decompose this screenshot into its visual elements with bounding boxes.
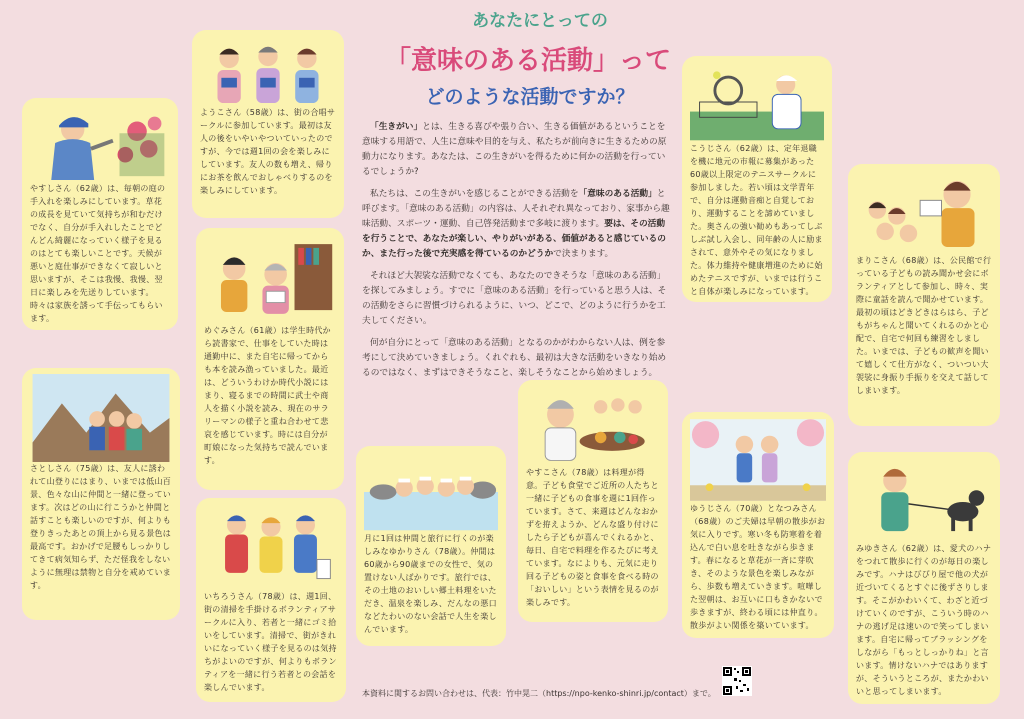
card-ichirou: [196, 498, 346, 702]
card-text-megumi: めぐみさん（61歳）は学生時代から読書家で、仕事をしていた時は通勤中に、また自宅に帰ってからも本を読み漁っていました。最近は、どういうわけか時代小説にはまり、寝るまでの時間に武士や商人を描く小説を読み、現在のサラリーマンの様子と重ね合わせて悲哀を感じています。時には自分が町娘になった気持ちで読んでいます。: [204, 326, 331, 465]
card-text-yasushi: やすしさん（62歳）は、毎朝の庭の手入れを楽しみにしています。草花の成長を見ていて気持ちが和むだけでなく、自分が手入れしたことでどんどん綺麗になっていく様子を見るのはとても楽しいことです。天候が悪いと庭仕事ができなくて寂しいと思いますが、そこは我慢、我慢、翌日に楽しみを先送りしています。時々は家族を誘って手伝ってもらいます。: [30, 184, 166, 323]
card-text-kouji: こうじさん（62歳）は、定年退職を機に地元の市報に募集があった60歳以上限定のテニスサークルに参加しました。若い頃は文学青年で、自分は運動音痴と自覚しており、運動することを諦めていました。奥さんの強い勧めもあってしぶしぶ試し入会し、同年齢の人に励まされて、意外やその気になりました。体力維持や健康増進のために始めたテニスですが、いまでは行うこと自体が楽しみになっています。: [690, 144, 823, 296]
card-text-ichirou: いちろうさん（78歳）は、週1回、街の清掃を手掛けるボランティアサークルに入り、若者と一緒にゴミ拾いをしています。清掃で、街がきれいになっていく様子を見るのは気持ちがよいのですが、何よりもボランティアを一緒に行う若者との会話を楽しんでいます。: [204, 592, 337, 692]
contact-footer: 本資料に関するお問い合わせは、代表：竹中晃二（https://npo-kenko-shinri.jp/contact）まで。: [362, 689, 716, 698]
intro-paragraph-2: [362, 187, 672, 262]
intro-p2-bold2: 要は、その活動を行うことで、あなたが楽しい、やりがいがある、価値があると感じているのか、また行った後で充実感を得ているのかどうか: [362, 219, 666, 259]
intro-text: [362, 120, 672, 388]
card-text-mariko: まりこさん（68歳）は、公民館で行っている子どもの読み聞かせ会にボランティアとして参加し、時々、実際に童話を読んで聞かせています。最初の頃はどきどきはらはら、子どもがちゃんと聞いてくれるのかと心配で、自宅で何回も練習をしました。いまでは、子どもの歓声を聞いて嬉しくて仕方がなく、ついつい大袈裟に身振り手振りを交えて話してしまいます。: [856, 256, 992, 395]
reading-illustration: [204, 234, 336, 324]
card-yasushi: [22, 98, 178, 330]
card-text-yasuko: やすこさん（78歳）は料理が得意。子ども食堂でご近所の人たちと一緒に子どもの食事を週に1回作っています。さて、来週はどんなおかずを拵えようか、どんな盛り付けにしたら子どもが喜んでくれるかと、毎日、自宅で料理を作るたびに考えています。なによりも、元気に走り回る子どもの姿と食事を食べる時の「おいしい」という表情を見るのが楽しみです。: [526, 468, 659, 607]
card-miyuki: [848, 452, 1000, 704]
card-text-youko: ようこさん（58歳）は、街の合唱サークルに参加しています。最初は友人の後をいやいやついていったのですが、今では週1回の会を楽しみにしています。友人の数も増え、帰りにお茶を飲んでおしゃべりするのを楽しみにしています。: [200, 108, 336, 195]
title-line-2: 「意味のある活動」って: [384, 46, 671, 76]
hiking-illustration: [30, 374, 172, 462]
card-text-satoshi: さとしさん（75歳）は、友人に誘われて山登りにはまり、いまでは低山百景、色々な山に仲間と一緒に登っています。次はどの山に行こうかと仲間と話すことも楽しいのですが、何よりも登りきったあとの頂上から見る景色は最高です。おかげで足腰もしっかりしてきて病気知らず、ただ怪我をしないように無理は禁物と自分を戒めています。: [30, 464, 172, 590]
card-text-miyuki: みゆきさん（62歳）は、愛犬のハナをつれて散歩に行くのが毎日の楽しみです。ハナはびびり屋で他の犬が近づいてくるとすぐに後ずさりします。そこがかわいくて、わざと近づけていくのですが、こういう時のハナの逃げ足は速いので笑ってしまいます。自宅に帰ってブラッシングをしながら「もっとしっかりね」と言います。情けないハナではありますが、そういうところが、またかわいいと思ってしまいます。: [856, 544, 992, 696]
card-text-yukari: 月に1回は仲間と旅行に行くのが楽しみなゆかりさん（78歳）。仲間は60歳から90歳までの女性で、気の置けない人ばかりです。旅行では、その土地のおいしい郷土料理をいただき、温泉を楽しみ、だんなの悪口などたわいのない会話で人生を楽しんでいます。: [364, 534, 497, 634]
card-kouji: [682, 56, 832, 302]
intro-p2-a: 私たちは、この生きがいを感じることができる活動を: [370, 189, 579, 199]
choir-illustration: [200, 36, 336, 106]
title-line-1: あなたにとっての: [472, 11, 608, 31]
dog-walk-illustration: [856, 458, 992, 542]
card-yuuji: [682, 412, 834, 638]
card-text-yuuji: ゆうじさん（70歳）となつみさん（68歳）のご夫婦は早朝の散歩がお気に入りです。寒い冬も防寒着を着込んで白い息を吐きながら歩きます。春になると草花が一斉に芽吹き、そのような景色を楽しみながら、歩数も増えていきます。喧嘩した翌朝は、お互いに口もきかないで歩きますが、終わる頃には仲直り。散歩がよい関係を築いています。: [690, 504, 826, 630]
card-mariko: [848, 164, 1000, 426]
intro-paragraph-1: [362, 120, 672, 180]
card-youko: [192, 30, 344, 218]
qr-code-icon[interactable]: [722, 666, 752, 696]
intro-p2-b: と呼びます。「意味のある活動」の内容は、人それぞれ異なっており、家事から趣味活動、スポーツ・運動、自己啓発活動まで多岐に渡ります。: [362, 189, 670, 229]
gardening-illustration: [30, 104, 170, 182]
walking-illustration: [690, 418, 826, 502]
card-yasuko: [518, 380, 668, 622]
intro-p1-text: とは、生きる喜びや張り合い、生きる価値があるということを意味する用語で、人生に意味や目的を与え、私たちが前向きに生きるための原動力になります。あなたは、この生きがいを得るために何かの活動を行っているでしょうか?: [362, 122, 667, 177]
intro-paragraph-4: 何が自分にとって「意味のある活動」となるのかがわからない人は、例を参考にして決めていきましょう。くれぐれも、最初は大きな活動をいきなり始めるのではなく、まずはできそうなこと、楽しそうなことから始めましょう。: [362, 338, 667, 378]
onsen-illustration: [364, 452, 498, 532]
cooking-illustration: [526, 386, 660, 466]
storytelling-illustration: [856, 170, 992, 254]
card-satoshi: [22, 368, 180, 620]
intro-p2-bold1: 「意味のある活動」: [578, 189, 657, 199]
card-yukari: [356, 446, 506, 646]
intro-paragraph-3: それほど大袈裟な活動でなくても、あなたのできそうな「意味のある活動」を探してみましょう。すでに「意味のある活動」を行っていると思う人は、その活動をさらに習慣づけられるように、いつ、どこで、どのように行うかを工夫してください。: [362, 271, 667, 326]
cleanup-illustration: [204, 504, 338, 590]
tennis-illustration: [690, 62, 824, 142]
intro-p2-c: で決まります。: [553, 249, 614, 259]
card-megumi: [196, 228, 344, 490]
title-line-3: どのような活動ですか？: [425, 86, 635, 108]
ikigai-term: 「生きがい」: [370, 122, 423, 132]
